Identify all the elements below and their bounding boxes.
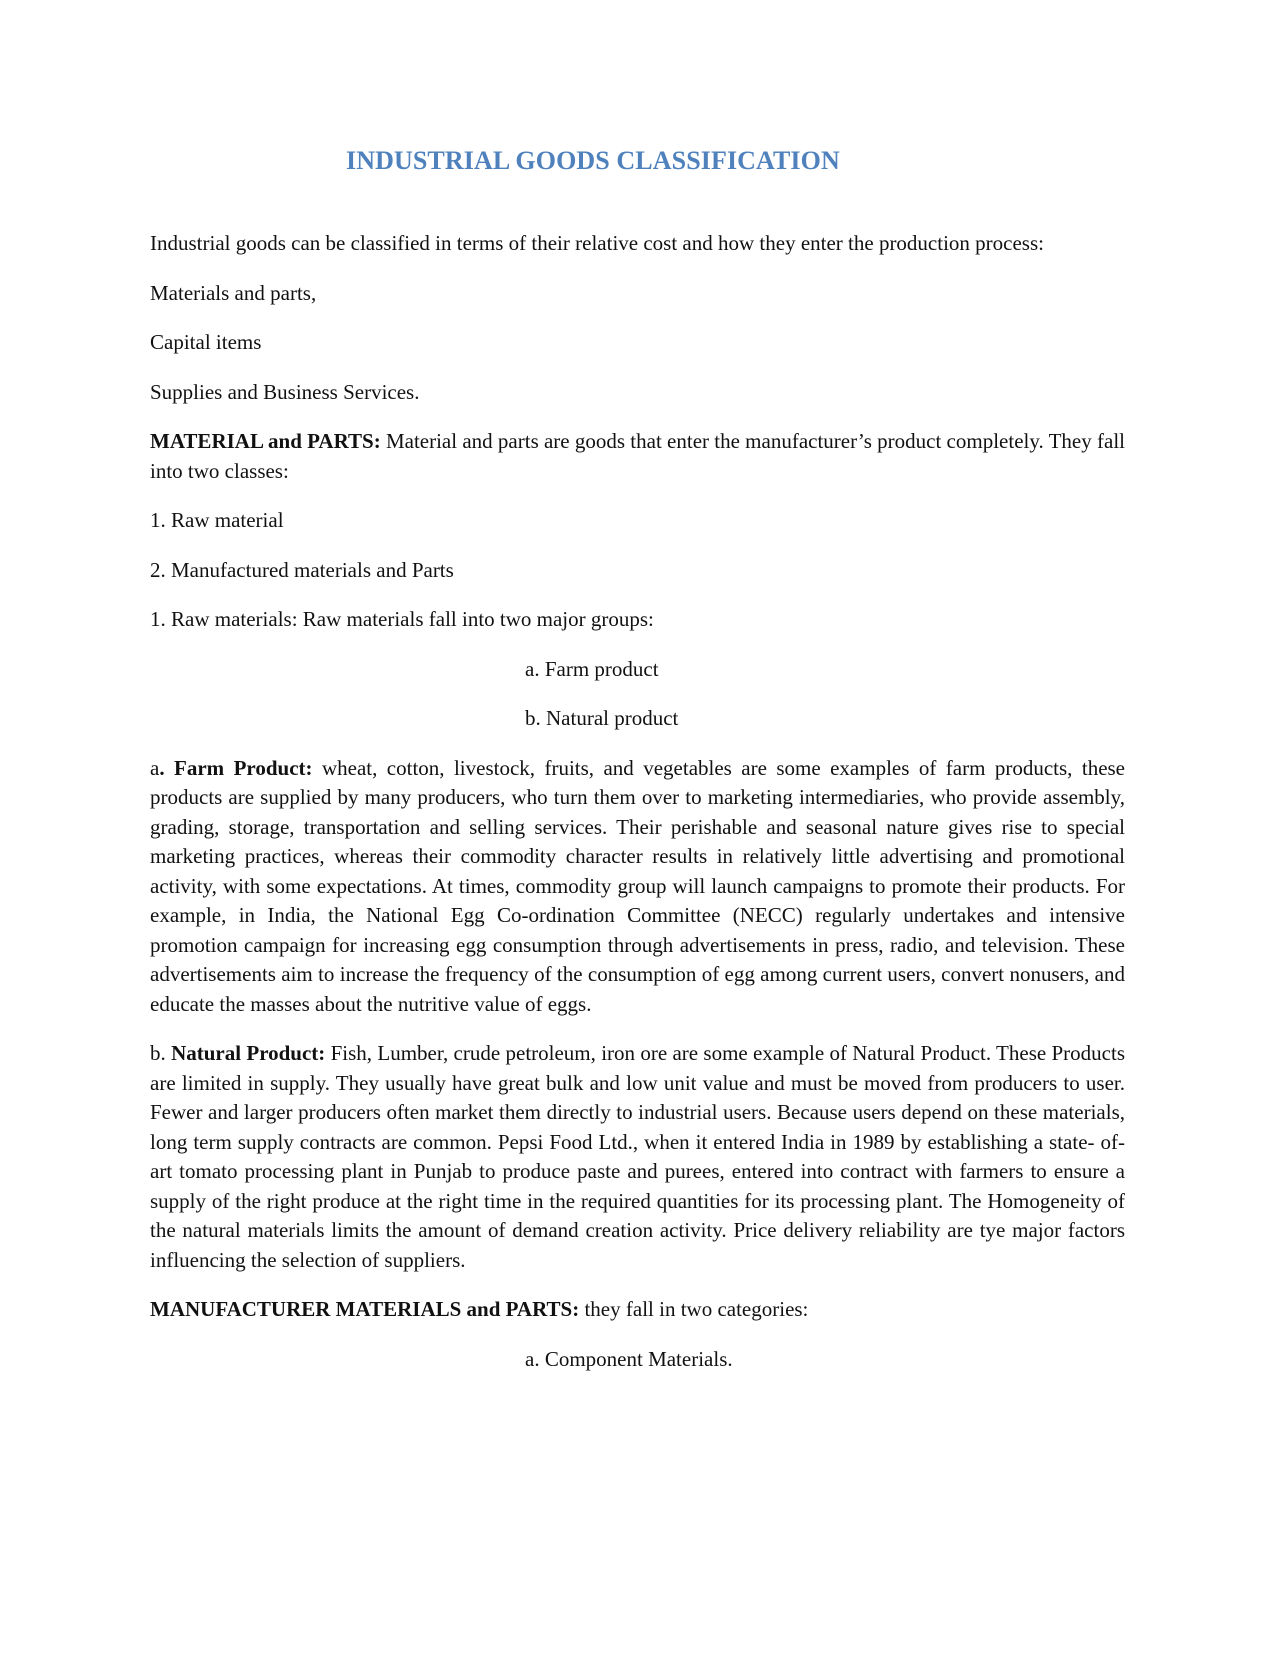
farm-product-paragraph xyxy=(150,754,1125,1020)
manufacturer-materials-heading: MANUFACTURER MATERIALS and PARTS: xyxy=(150,1297,580,1321)
manufacturer-materials-paragraph xyxy=(150,1295,1125,1325)
document-body xyxy=(150,229,1125,1394)
natural-product-prefix: b. xyxy=(150,1041,172,1065)
classification-item-supplies: Supplies and Business Services. xyxy=(150,379,420,404)
natural-product-paragraph xyxy=(150,1039,1125,1275)
classification-item-materials: Materials and parts, xyxy=(150,280,317,305)
farm-product-text: wheat, cotton, livestock, fruits, and vegetables are some examples of farm products, these products are supplied by many producers, who turn them over to marketing intermediaries, who provide assembly, grading, storage, transportation and selling services. Their perishable and seasonal nature gives rise to special marketing practices, whereas their commodity character results in relatively little advertising and promotional activity, with some expectations. At times, commodity group will launch campaigns to promote their products. For example, in India, the National Egg Co-ordination Committee (NECC) regularly undertakes and intensive promotion campaign for increasing egg consumption through advertisements in press, radio, and television. These advertisements aim to increase the frequency of the consumption of egg among current users, convert nonusers, and educate the masses about the nutritive value of eggs. xyxy=(150,755,1126,1016)
document-title: INDUSTRIAL GOODS CLASSIFICATION xyxy=(346,146,840,175)
class-item-raw: 1. Raw material xyxy=(150,508,284,532)
material-parts-text: Material and parts are goods that enter the manufacturer’s product completely. They fall into two classes: xyxy=(150,429,1125,483)
raw-group-natural: b. Natural product xyxy=(525,706,679,730)
material-parts-heading: MATERIAL and PARTS: xyxy=(150,429,381,453)
classification-item-capital: Capital items xyxy=(150,330,262,354)
raw-materials-intro: 1. Raw materials: Raw materials fall into two major groups: xyxy=(150,607,654,631)
class-item-manufactured: 2. Manufactured materials and Parts xyxy=(150,557,454,582)
farm-product-prefix: a xyxy=(150,755,160,780)
raw-group-farm: a. Farm product xyxy=(525,656,659,681)
manufacturer-category-component: a. Component Materials. xyxy=(525,1346,733,1371)
material-parts-paragraph xyxy=(150,427,1125,486)
manufacturer-materials-text: they fall in two categories: xyxy=(579,1297,809,1321)
intro-paragraph: Industrial goods can be classified in terms of their relative cost and how they enter the production process: xyxy=(150,231,1044,255)
natural-product-text: Fish, Lumber, crude petroleum, iron ore are some example of Natural Product. These Products are limited in supply. They usually have great bulk and low unit value and must be moved from producers to user. Fewer and larger producers often market them directly to industrial users. Because users depend on these materials, long term supply contracts are common. Pepsi Food Ltd., when it entered India in 1989 by establishing a state- of-art tomato processing plant in Punjab to produce paste and purees, entered into contract with farmers to ensure a supply of the right produce at the right time in the required quantities for its processing plant. The Homogeneity of the natural materials limits the amount of demand creation activity. Price delivery reliability are tye major factors influencing the selection of suppliers. xyxy=(150,1041,1126,1272)
farm-product-heading: . Farm Product: xyxy=(159,755,313,780)
natural-product-heading: Natural Product: xyxy=(171,1041,326,1065)
